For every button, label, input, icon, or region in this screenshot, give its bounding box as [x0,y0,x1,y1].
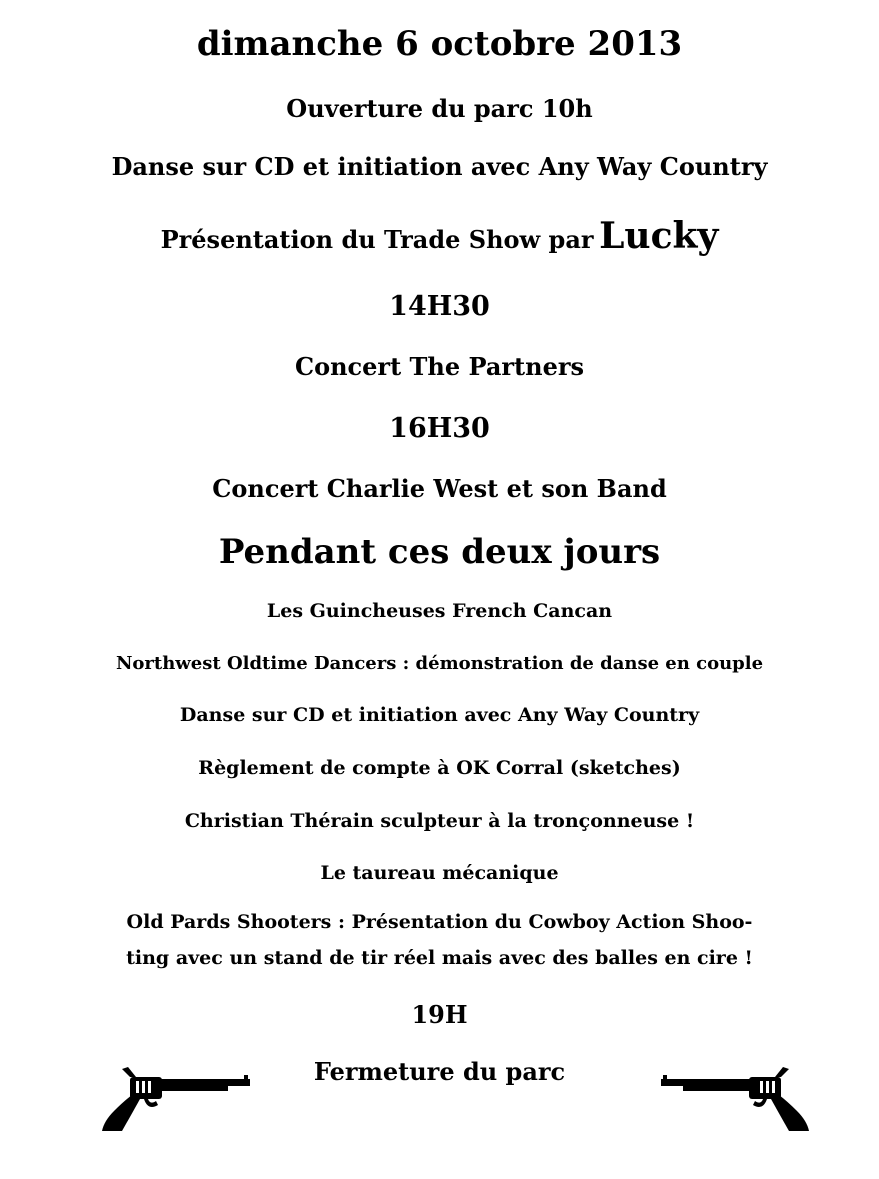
both-days-item: Le taureau mécanique [320,862,559,884]
both-days-item: Les Guincheuses French Cancan [266,600,613,622]
closing-time: 19H [411,1000,468,1029]
revolver-icon [661,1065,811,1135]
revolver-icon [100,1065,250,1135]
shooters-line-2: ting avec un stand de tir réel mais avec des balles en cire ! [126,947,753,969]
shooters-line-1: Old Pards Shooters : Présentation du Cowboy Action Shoo- [126,911,753,933]
concert-charlie-west: Concert Charlie West et son Band [212,474,667,503]
dance-initiation-day: Danse sur CD et initiation avec Any Way Country [111,152,768,181]
park-opening: Ouverture du parc 10h [286,94,593,123]
concert-partners: Concert The Partners [294,352,585,381]
trade-show-host: Lucky [599,215,719,257]
park-closing: Fermeture du parc [313,1057,566,1086]
both-days-item: Northwest Oldtime Dancers : démonstration de danse en couple [115,653,764,674]
time-1430: 14H30 [389,291,490,322]
both-days-item: Règlement de compte à OK Corral (sketches) [198,757,681,779]
event-date: dimanche 6 octobre 2013 [196,24,683,64]
both-days-item: Danse sur CD et initiation avec Any Way Country [179,704,700,726]
trade-show-text: Présentation du Trade Show par [160,225,594,254]
both-days-item: Christian Thérain sculpteur à la tronçonneuse ! [184,810,695,832]
trade-show-line [0,215,879,257]
time-1630: 16H30 [389,413,490,444]
both-days-heading: Pendant ces deux jours [218,532,661,572]
